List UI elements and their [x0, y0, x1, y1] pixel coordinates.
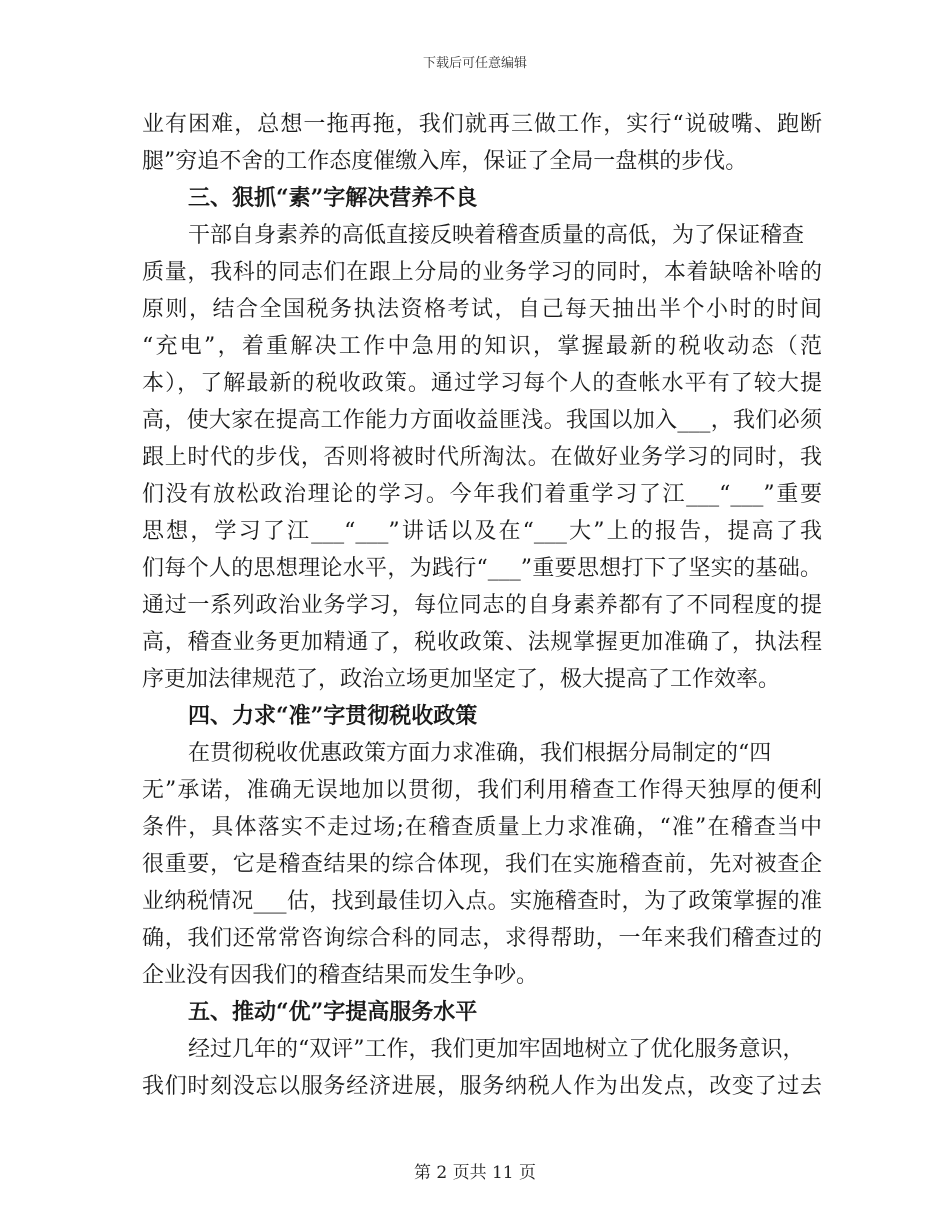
page-header: 下载后可任意编辑 — [422, 56, 527, 71]
paragraph-line: 很重要，它是稽查结果的综合体现，我们在实施稽查前，先对被查企 — [142, 852, 822, 877]
paragraph-line: 经过几年的“双评”工作，我们更加牢固地树立了优化服务意识， — [188, 1037, 805, 1062]
paragraph-line: 在贯彻税收优惠政策方面力求准确，我们根据分局制定的“四 — [188, 741, 772, 766]
paragraph-line: 高，使大家在提高工作能力方面收益匪浅。我国以加入___，我们必须 — [142, 408, 822, 433]
paragraph-line: 无”承诺，准确无误地加以贯彻，我们利用稽查工作得天独厚的便利 — [142, 778, 822, 803]
paragraph-line: 们没有放松政治理论的学习。今年我们着重学习了江___“___”重要 — [142, 482, 822, 507]
paragraph-line: 条件，具体落实不走过场;在稽查质量上力求准确，“准”在稽查当中 — [142, 815, 822, 840]
paragraph-line: 企业没有因我们的稽查结果而发生争吵。 — [142, 963, 539, 988]
paragraph-line: 质量，我科的同志们在跟上分局的业务学习的同时，本着缺啥补啥的 — [142, 260, 822, 285]
paragraph-line: 业有困难，总想一拖再拖，我们就再三做工作，实行“说破嘴、跑断 — [142, 112, 822, 137]
paragraph-line: 本），了解最新的税收政策。通过学习每个人的查帐水平有了较大提 — [142, 371, 822, 396]
paragraph-line: 序更加法律规范了，政治立场更加坚定了，极大提高了工作效率。 — [142, 667, 781, 692]
section-heading: 五、推动“优”字提高服务水平 — [188, 999, 478, 1025]
paragraph-line: “充电”，着重解决工作中急用的知识，掌握最新的税收动态（范 — [142, 334, 822, 359]
paragraph-line: 腿”穷追不舍的工作态度催缴入库，保证了全局一盘棋的步伐。 — [142, 149, 748, 174]
paragraph-line: 原则，结合全国税务执法资格考试，自己每天抽出半个小时的时间 — [142, 297, 822, 322]
section-heading: 三、狠抓“素”字解决营养不良 — [188, 185, 478, 211]
paragraph-line: 我们时刻没忘以服务经济进展，服务纳税人作为出发点，改变了过去 — [142, 1074, 822, 1099]
paragraph-line: 高，稽查业务更加精通了，税收政策、法规掌握更加准确了，执法程 — [142, 630, 822, 655]
paragraph-line: 业纳税情况___估，找到最佳切入点。实施稽查时，为了政策掌握的准 — [142, 889, 822, 914]
paragraph-line: 干部自身素养的高低直接反映着稽查质量的高低，为了保证稽查 — [188, 223, 805, 248]
paragraph-line: 思想，学习了江___“___”讲话以及在“___大”上的报告，提高了我 — [142, 519, 822, 544]
page-footer: 第 2 页共 11 页 — [413, 1163, 537, 1183]
document-body — [142, 106, 822, 1105]
section-heading: 四、力求“准”字贯彻税收政策 — [188, 703, 478, 729]
paragraph-line: 通过一系列政治业务学习，每位同志的自身素养都有了不同程度的提 — [142, 593, 822, 618]
paragraph-line: 确，我们还常常咨询综合科的同志，求得帮助，一年来我们稽查过的 — [142, 926, 822, 951]
paragraph-line: 跟上时代的步伐，否则将被时代所淘汰。在做好业务学习的同时，我 — [142, 445, 822, 470]
paragraph-line: 们每个人的思想理论水平，为践行“___”重要思想打下了坚实的基础。 — [142, 556, 822, 581]
